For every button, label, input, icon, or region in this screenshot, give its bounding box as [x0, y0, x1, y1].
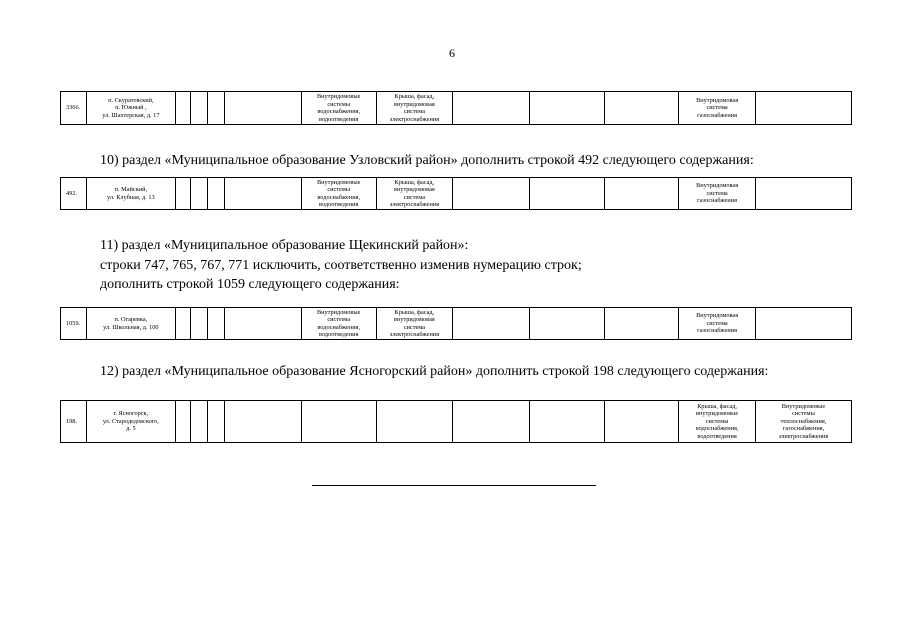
empty-cell	[604, 401, 679, 443]
row-number: 492.	[61, 178, 87, 210]
empty-cell	[208, 308, 225, 340]
work-type-cell: Внутридомовая система газоснабжения	[679, 92, 756, 125]
work-type-cell: Внутридомовая система газоснабжения	[679, 178, 756, 210]
register-table-492	[60, 177, 852, 210]
register-table-3366	[60, 91, 852, 125]
row-address: п. Майский, ул. Клубная, д. 13	[86, 178, 176, 210]
empty-cell	[453, 92, 530, 125]
work-type-cell: Крыша, фасад, внутридомовая система электроснабжения	[376, 92, 453, 125]
empty-cell	[604, 92, 679, 125]
empty-cell	[604, 178, 679, 210]
work-type-cell: Внутридомовая система газоснабжения	[679, 308, 756, 340]
work-type-cell: Крыша, фасад, внутридомовая система электроснабжения	[376, 178, 453, 210]
register-table-1059	[60, 307, 852, 340]
empty-cell	[453, 308, 530, 340]
page-number: 6	[449, 46, 455, 60]
work-type-cell: Внутридомовые системы теплоснабжения, газоснабжения, электроснабжения	[755, 401, 851, 443]
empty-cell	[225, 178, 302, 210]
table-row	[61, 178, 852, 210]
section-11-line-3: дополнить строкой 1059 следующего содержания:	[100, 277, 400, 292]
work-type-cell	[755, 92, 851, 125]
empty-cell	[208, 178, 225, 210]
empty-cell	[453, 178, 530, 210]
row-number: 3366.	[61, 92, 87, 125]
work-type-cell: Внутридомовые системы водоснабжения, водоотведения	[301, 92, 376, 125]
empty-cell	[191, 308, 208, 340]
empty-cell	[225, 308, 302, 340]
section-11-heading: 11) раздел «Муниципальное образование Щекинский район»:	[100, 238, 469, 253]
section-12-heading: 12) раздел «Муниципальное образование Ясногорский район» дополнить строкой 198 следующего содержания:	[100, 364, 769, 379]
empty-cell	[208, 92, 225, 125]
empty-cell	[604, 308, 679, 340]
table-row	[61, 92, 852, 125]
table-row	[61, 308, 852, 340]
row-address: п. Огаревка, ул. Школьная, д. 100	[86, 308, 176, 340]
row-number: 198.	[61, 401, 87, 443]
empty-cell	[191, 401, 208, 443]
empty-cell	[176, 401, 191, 443]
work-type-cell	[301, 401, 376, 443]
work-type-cell	[755, 308, 851, 340]
work-type-cell: Внутридомовые системы водоснабжения, водоотведения	[301, 178, 376, 210]
closing-divider	[312, 485, 596, 486]
empty-cell	[530, 401, 605, 443]
empty-cell	[176, 308, 191, 340]
section-10-heading: 10) раздел «Муниципальное образование Узловский район» дополнить строкой 492 следующего содержания:	[100, 153, 754, 168]
register-table-198	[60, 400, 852, 443]
empty-cell	[530, 308, 605, 340]
row-address: п. Скуратовский, п. Южный , ул. Шахтерская, д. 17	[86, 92, 176, 125]
section-11-line-2: строки 747, 765, 767, 771 исключить, соответственно изменив нумерацию строк;	[100, 258, 582, 273]
work-type-cell: Внутридомовые системы водоснабжения, водоотведения	[301, 308, 376, 340]
work-type-cell: Крыша, фасад, внутридомовые системы водоснабжения, водоотведения	[679, 401, 756, 443]
work-type-cell	[376, 401, 453, 443]
empty-cell	[176, 92, 191, 125]
row-address: г. Ясногорск, ул. Стародедовского, д. 5	[86, 401, 176, 443]
empty-cell	[453, 401, 530, 443]
work-type-cell	[755, 178, 851, 210]
empty-cell	[191, 178, 208, 210]
row-number: 1059.	[61, 308, 87, 340]
work-type-cell: Крыша, фасад, внутридомовая система электроснабжения	[376, 308, 453, 340]
empty-cell	[176, 178, 191, 210]
table-row	[61, 401, 852, 443]
empty-cell	[225, 401, 302, 443]
empty-cell	[225, 92, 302, 125]
empty-cell	[530, 92, 605, 125]
empty-cell	[191, 92, 208, 125]
empty-cell	[530, 178, 605, 210]
empty-cell	[208, 401, 225, 443]
